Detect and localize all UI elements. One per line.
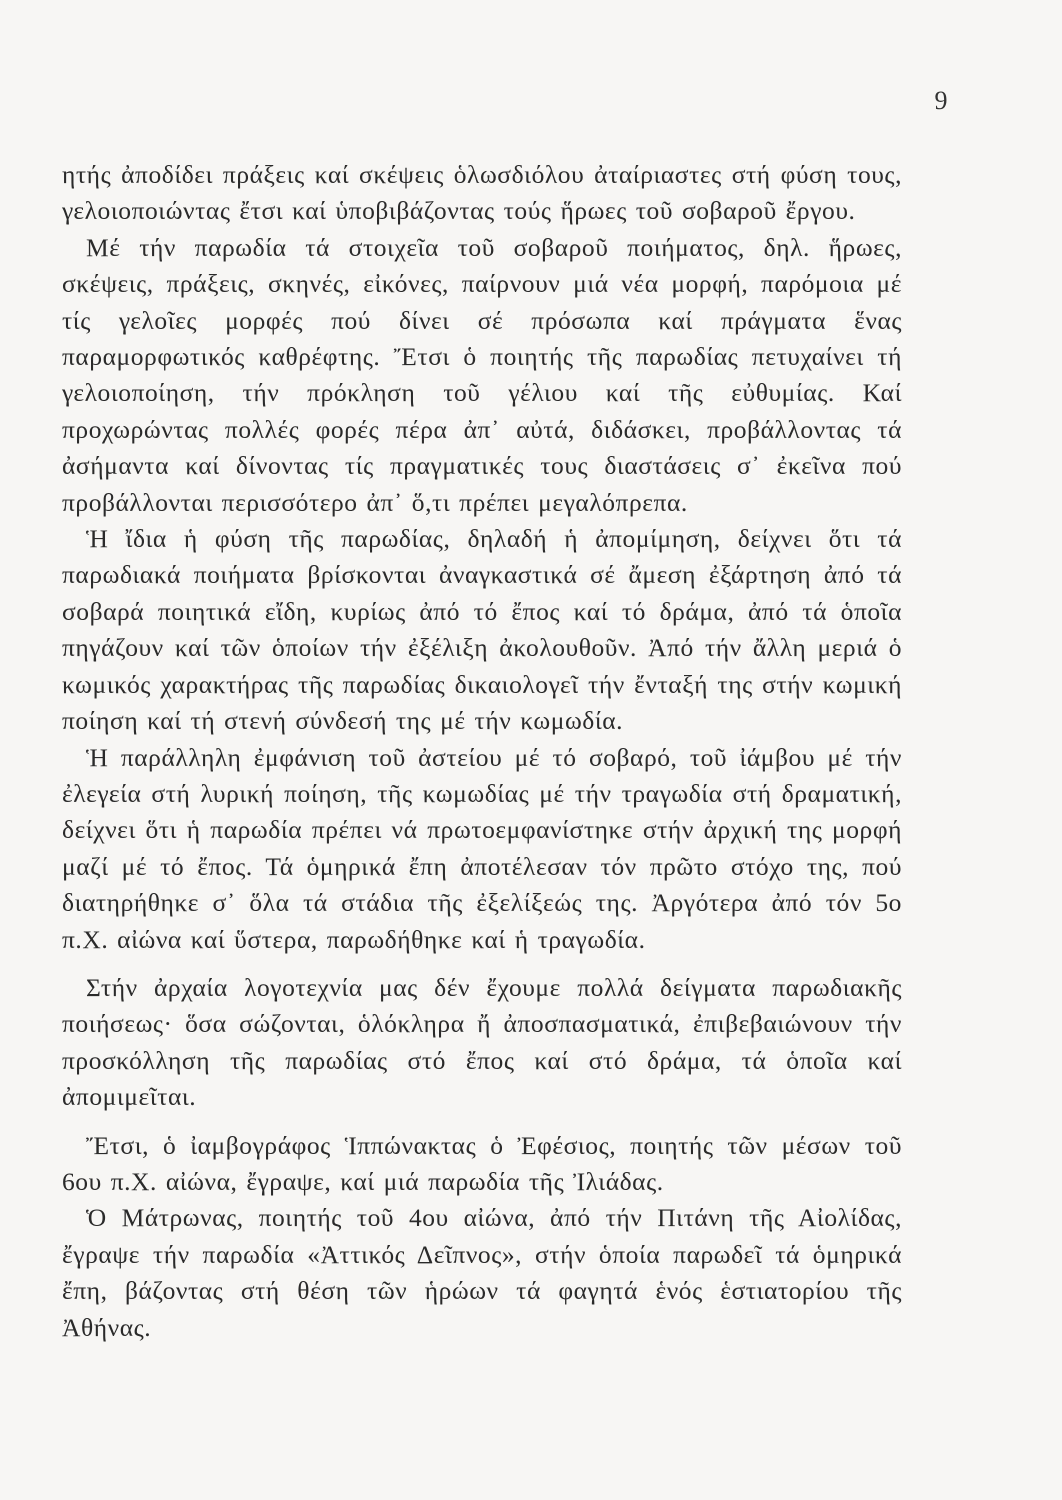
paragraph-4: Ἡ παράλληλη ἐμφάνιση τοῦ ἀστείου μέ τό σοβαρό, τοῦ ἰάμβου μέ τήν ἐλεγεία στή λυρική ποίηση, τῆς κωμωδίας μέ τήν τραγωδία στή δραματική, δείχνει ὅτι ἡ παρωδία πρέπει νά πρωτοεμφανίστηκε στήν ἀρχική της μορφή μαζί μέ τό ἔπος. Τά ὁμηρικά ἔπη ἀποτέλεσαν τόν πρῶτο στόχο της, πού διατηρήθηκε σ᾿ ὅλα τά στάδια τῆς ἐξελίξεώς της. Ἀργότερα ἀπό τόν 5ο π.Χ. αἰώνα καί ὕστερα, παρωδήθηκε καί ἡ τραγωδία. (62, 742, 902, 954)
paragraph-2: Μέ τήν παρωδία τά στοιχεῖα τοῦ σοβαροῦ ποιήματος, δηλ. ἥρωες, σκέψεις, πράξεις, σκηνές, εἰκόνες, παίρνουν μιά νέα μορφή, παρόμοια μέ τίς γελοῖες μορφές πού δίνει σέ πρόσωπα καί πράγματα ἕνας παραμορφωτικός καθρέφτης. Ἔτσι ὁ ποιητής τῆς παρωδίας πετυχαίνει τή γελοιοποίηση, τήν πρόκληση τοῦ γέλιου καί τῆς εὐθυμίας. Καί προχωρώντας πολλές φορές πέρα ἀπ᾿ αὐτά, διδάσκει, προβάλλοντας τά ἀσήμαντα καί δίνοντας τίς πραγματικές τους διαστάσεις σ᾿ ἐκεῖνα πού προβάλλονται περισσότερο ἀπ᾿ ὅ,τι πρέπει μεγαλόπρεπα. (62, 232, 902, 517)
paragraph-5: Στήν ἀρχαία λογοτεχνία μας δέν ἔχουμε πολλά δείγματα παρωδιακῆς ποιήσεως· ὅσα σώζονται, ὁλόκληρα ἤ ἀποσπασματικά, ἐπιβεβαιώνουν τήν προσκόλληση τῆς παρωδίας στό ἔπος καί στό δράμα, τά ὁποῖα καί ἀπομιμεῖται. (62, 972, 902, 1112)
paragraph-3: Ἡ ἴδια ἡ φύση τῆς παρωδίας, δηλαδή ἡ ἀπομίμηση, δείχνει ὅτι τά παρωδιακά ποιήματα βρίσκονται ἀναγκαστικά σέ ἄμεση ἐξάρτηση ἀπό τά σοβαρά ποιητικά εἴδη, κυρίως ἀπό τό ἔπος καί τό δράμα, ἀπό τά ὁποῖα πηγάζουν καί τῶν ὁποίων τήν ἐξέλιξη ἀκολουθοῦν. Ἀπό τήν ἄλλη μεριά ὁ κωμικός χαρακτήρας τῆς παρωδίας δικαιολογεῖ τήν ἔνταξή της στήν κωμική ποίηση καί τή στενή σύνδεσή της μέ τήν κωμωδία. (62, 524, 902, 736)
paragraph-6: Ἔτσι, ὁ ἰαμβογράφος Ἱππώνακτας ὁ Ἐφέσιος, ποιητής τῶν μέσων τοῦ 6ου π.Χ. αἰώνα, ἔγραψε, καί μιά παρωδία τῆς Ἰλιάδας. (62, 1130, 902, 1196)
paragraph-7: Ὁ Μάτρωνας, ποιητής τοῦ 4ου αἰώνα, ἀπό τήν Πιτάνη τῆς Αἰολίδας, ἔγραψε τήν παρωδία «Ἀττικός Δεῖπνος», στήν ὁποία παρωδεῖ τά ὁμηρικά ἔπη, βάζοντας στή θέση τῶν ἡρώων τά φαγητά ἑνός ἑστιατορίου τῆς Ἀθήνας. (62, 1203, 902, 1342)
page-number: 9 (934, 86, 948, 115)
page-body (62, 157, 902, 1346)
paragraph-1: ητής ἀποδίδει πράξεις καί σκέψεις ὁλωσδιόλου ἀταίριαστες στή φύση τους, γελοιοποιώντας ἔτσι καί ὑποβιβάζοντας τούς ἥρωες τοῦ σοβαροῦ ἔργου. (62, 160, 902, 226)
